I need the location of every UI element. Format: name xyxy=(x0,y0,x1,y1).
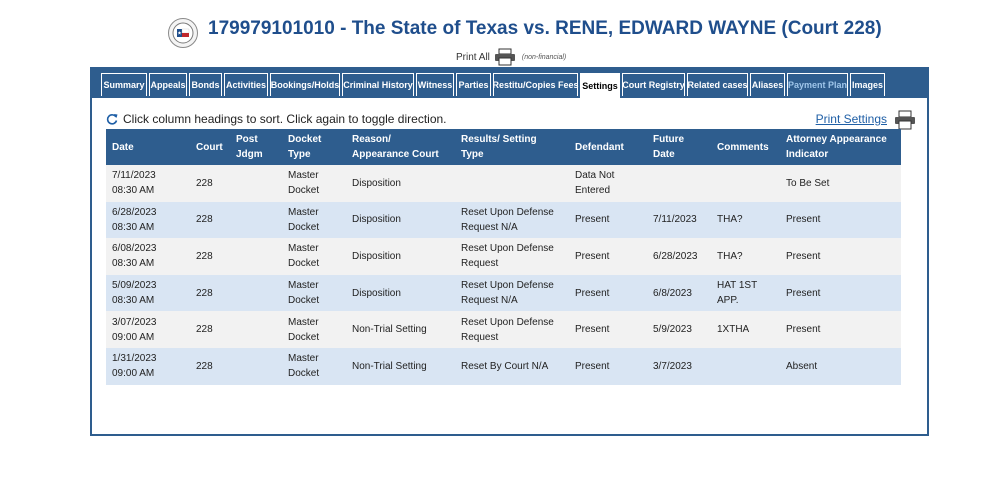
cell-post-jdgm xyxy=(230,238,282,275)
cell-results: Reset Upon Defense Request xyxy=(455,311,569,348)
cell-date: 6/28/2023 08:30 AM xyxy=(106,202,190,239)
cell-defendant: Present xyxy=(569,348,647,385)
cell-attorney: Present xyxy=(780,238,901,275)
non-financial-note: (non-financial) xyxy=(521,53,567,61)
tab-bookings-holds[interactable]: Bookings/Holds xyxy=(270,73,340,96)
tab-activities[interactable]: Activities xyxy=(224,73,268,96)
tab-aliases[interactable]: Aliases xyxy=(750,73,785,96)
table-row xyxy=(106,165,901,202)
tab-criminal-history[interactable]: Criminal History xyxy=(342,73,414,96)
col-results[interactable]: Results/ Setting Type xyxy=(455,129,569,165)
page-title: 179979101010 - The State of Texas vs. RENE, EDWARD WAYNE (Court 228) xyxy=(208,18,882,39)
tab-witness[interactable]: Witness xyxy=(416,73,454,96)
cell-date: 3/07/2023 09:00 AM xyxy=(106,311,190,348)
texas-seal-logo xyxy=(168,18,198,48)
print-all-label[interactable]: Print All xyxy=(456,51,490,63)
print-settings-link[interactable]: Print Settings xyxy=(815,112,887,126)
col-reason[interactable]: Reason/ Appearance Court xyxy=(346,129,455,165)
cell-future-date xyxy=(647,165,711,202)
cell-post-jdgm xyxy=(230,311,282,348)
tab-court-registry[interactable]: Court Registry xyxy=(622,73,685,96)
sort-hint-text: Click column headings to sort. Click again to toggle direction. xyxy=(123,112,447,126)
table-row xyxy=(106,275,901,312)
col-future-date[interactable]: Future Date xyxy=(647,129,711,165)
refresh-icon[interactable] xyxy=(106,113,118,125)
cell-attorney: Absent xyxy=(780,348,901,385)
printer-icon[interactable] xyxy=(494,48,516,66)
col-attorney-appearance[interactable]: Attorney Appearance Indicator xyxy=(780,129,901,165)
col-defendant[interactable]: Defendant xyxy=(569,129,647,165)
cell-docket-type: Master Docket xyxy=(282,202,346,239)
cell-comments: HAT 1ST APP. xyxy=(711,275,780,312)
table-header-row xyxy=(106,129,901,165)
tab-settings[interactable]: Settings xyxy=(580,73,620,98)
cell-post-jdgm xyxy=(230,275,282,312)
cell-defendant: Present xyxy=(569,238,647,275)
cell-comments: THA? xyxy=(711,202,780,239)
cell-attorney: To Be Set xyxy=(780,165,901,202)
tab-parties[interactable]: Parties xyxy=(456,73,491,96)
cell-docket-type: Master Docket xyxy=(282,238,346,275)
cell-date: 1/31/2023 09:00 AM xyxy=(106,348,190,385)
cell-future-date: 5/9/2023 xyxy=(647,311,711,348)
tab-bonds[interactable]: Bonds xyxy=(189,73,222,96)
case-panel xyxy=(90,67,929,436)
page-header xyxy=(0,14,1000,48)
cell-docket-type: Master Docket xyxy=(282,165,346,202)
cell-results: Reset Upon Defense Request N/A xyxy=(455,202,569,239)
cell-future-date: 3/7/2023 xyxy=(647,348,711,385)
cell-reason: Non-Trial Setting xyxy=(346,348,455,385)
cell-comments xyxy=(711,165,780,202)
cell-post-jdgm xyxy=(230,348,282,385)
cell-court: 228 xyxy=(190,311,230,348)
cell-defendant: Data Not Entered xyxy=(569,165,647,202)
cell-court: 228 xyxy=(190,202,230,239)
printer-icon[interactable] xyxy=(894,110,916,130)
cell-defendant: Present xyxy=(569,275,647,312)
cell-date: 7/11/2023 08:30 AM xyxy=(106,165,190,202)
cell-comments: 1XTHA xyxy=(711,311,780,348)
cell-reason: Disposition xyxy=(346,202,455,239)
cell-reason: Disposition xyxy=(346,238,455,275)
cell-results: Reset Upon Defense Request xyxy=(455,238,569,275)
tab-restitu-copies-fees[interactable]: Restitu/Copies Fees xyxy=(493,73,578,96)
col-comments[interactable]: Comments xyxy=(711,129,780,165)
cell-results: Reset By Court N/A xyxy=(455,348,569,385)
table-row xyxy=(106,311,901,348)
cell-reason: Disposition xyxy=(346,275,455,312)
cell-results: Reset Upon Defense Request N/A xyxy=(455,275,569,312)
tab-appeals[interactable]: Appeals xyxy=(149,73,187,96)
cell-attorney: Present xyxy=(780,311,901,348)
cell-future-date: 6/28/2023 xyxy=(647,238,711,275)
cell-post-jdgm xyxy=(230,165,282,202)
cell-defendant: Present xyxy=(569,311,647,348)
cell-defendant: Present xyxy=(569,202,647,239)
cell-court: 228 xyxy=(190,348,230,385)
cell-comments: THA? xyxy=(711,238,780,275)
cell-court: 228 xyxy=(190,275,230,312)
cell-reason: Non-Trial Setting xyxy=(346,311,455,348)
cell-reason: Disposition xyxy=(346,165,455,202)
tab-bar xyxy=(92,67,927,98)
tab-images[interactable]: Images xyxy=(850,73,885,96)
cell-post-jdgm xyxy=(230,202,282,239)
col-post-jdgm[interactable]: Post Jdgm xyxy=(230,129,282,165)
cell-docket-type: Master Docket xyxy=(282,275,346,312)
cell-date: 6/08/2023 08:30 AM xyxy=(106,238,190,275)
table-row xyxy=(106,238,901,275)
print-all[interactable] xyxy=(456,48,566,66)
table-row xyxy=(106,348,901,385)
tab-payment-plan[interactable]: Payment Plan xyxy=(787,73,848,96)
cell-court: 228 xyxy=(190,238,230,275)
cell-comments xyxy=(711,348,780,385)
col-court[interactable]: Court xyxy=(190,129,230,165)
cell-results xyxy=(455,165,569,202)
tab-related-cases[interactable]: Related cases xyxy=(687,73,748,96)
settings-table xyxy=(106,129,901,385)
cell-docket-type: Master Docket xyxy=(282,348,346,385)
col-docket-type[interactable]: Docket Type xyxy=(282,129,346,165)
cell-future-date: 7/11/2023 xyxy=(647,202,711,239)
sort-hint xyxy=(106,112,447,126)
cell-future-date: 6/8/2023 xyxy=(647,275,711,312)
cell-docket-type: Master Docket xyxy=(282,311,346,348)
cell-attorney: Present xyxy=(780,202,901,239)
cell-court: 228 xyxy=(190,165,230,202)
tab-summary[interactable]: Summary xyxy=(101,73,147,96)
cell-attorney: Present xyxy=(780,275,901,312)
col-date[interactable]: Date xyxy=(106,129,190,165)
cell-date: 5/09/2023 08:30 AM xyxy=(106,275,190,312)
table-row xyxy=(106,202,901,239)
